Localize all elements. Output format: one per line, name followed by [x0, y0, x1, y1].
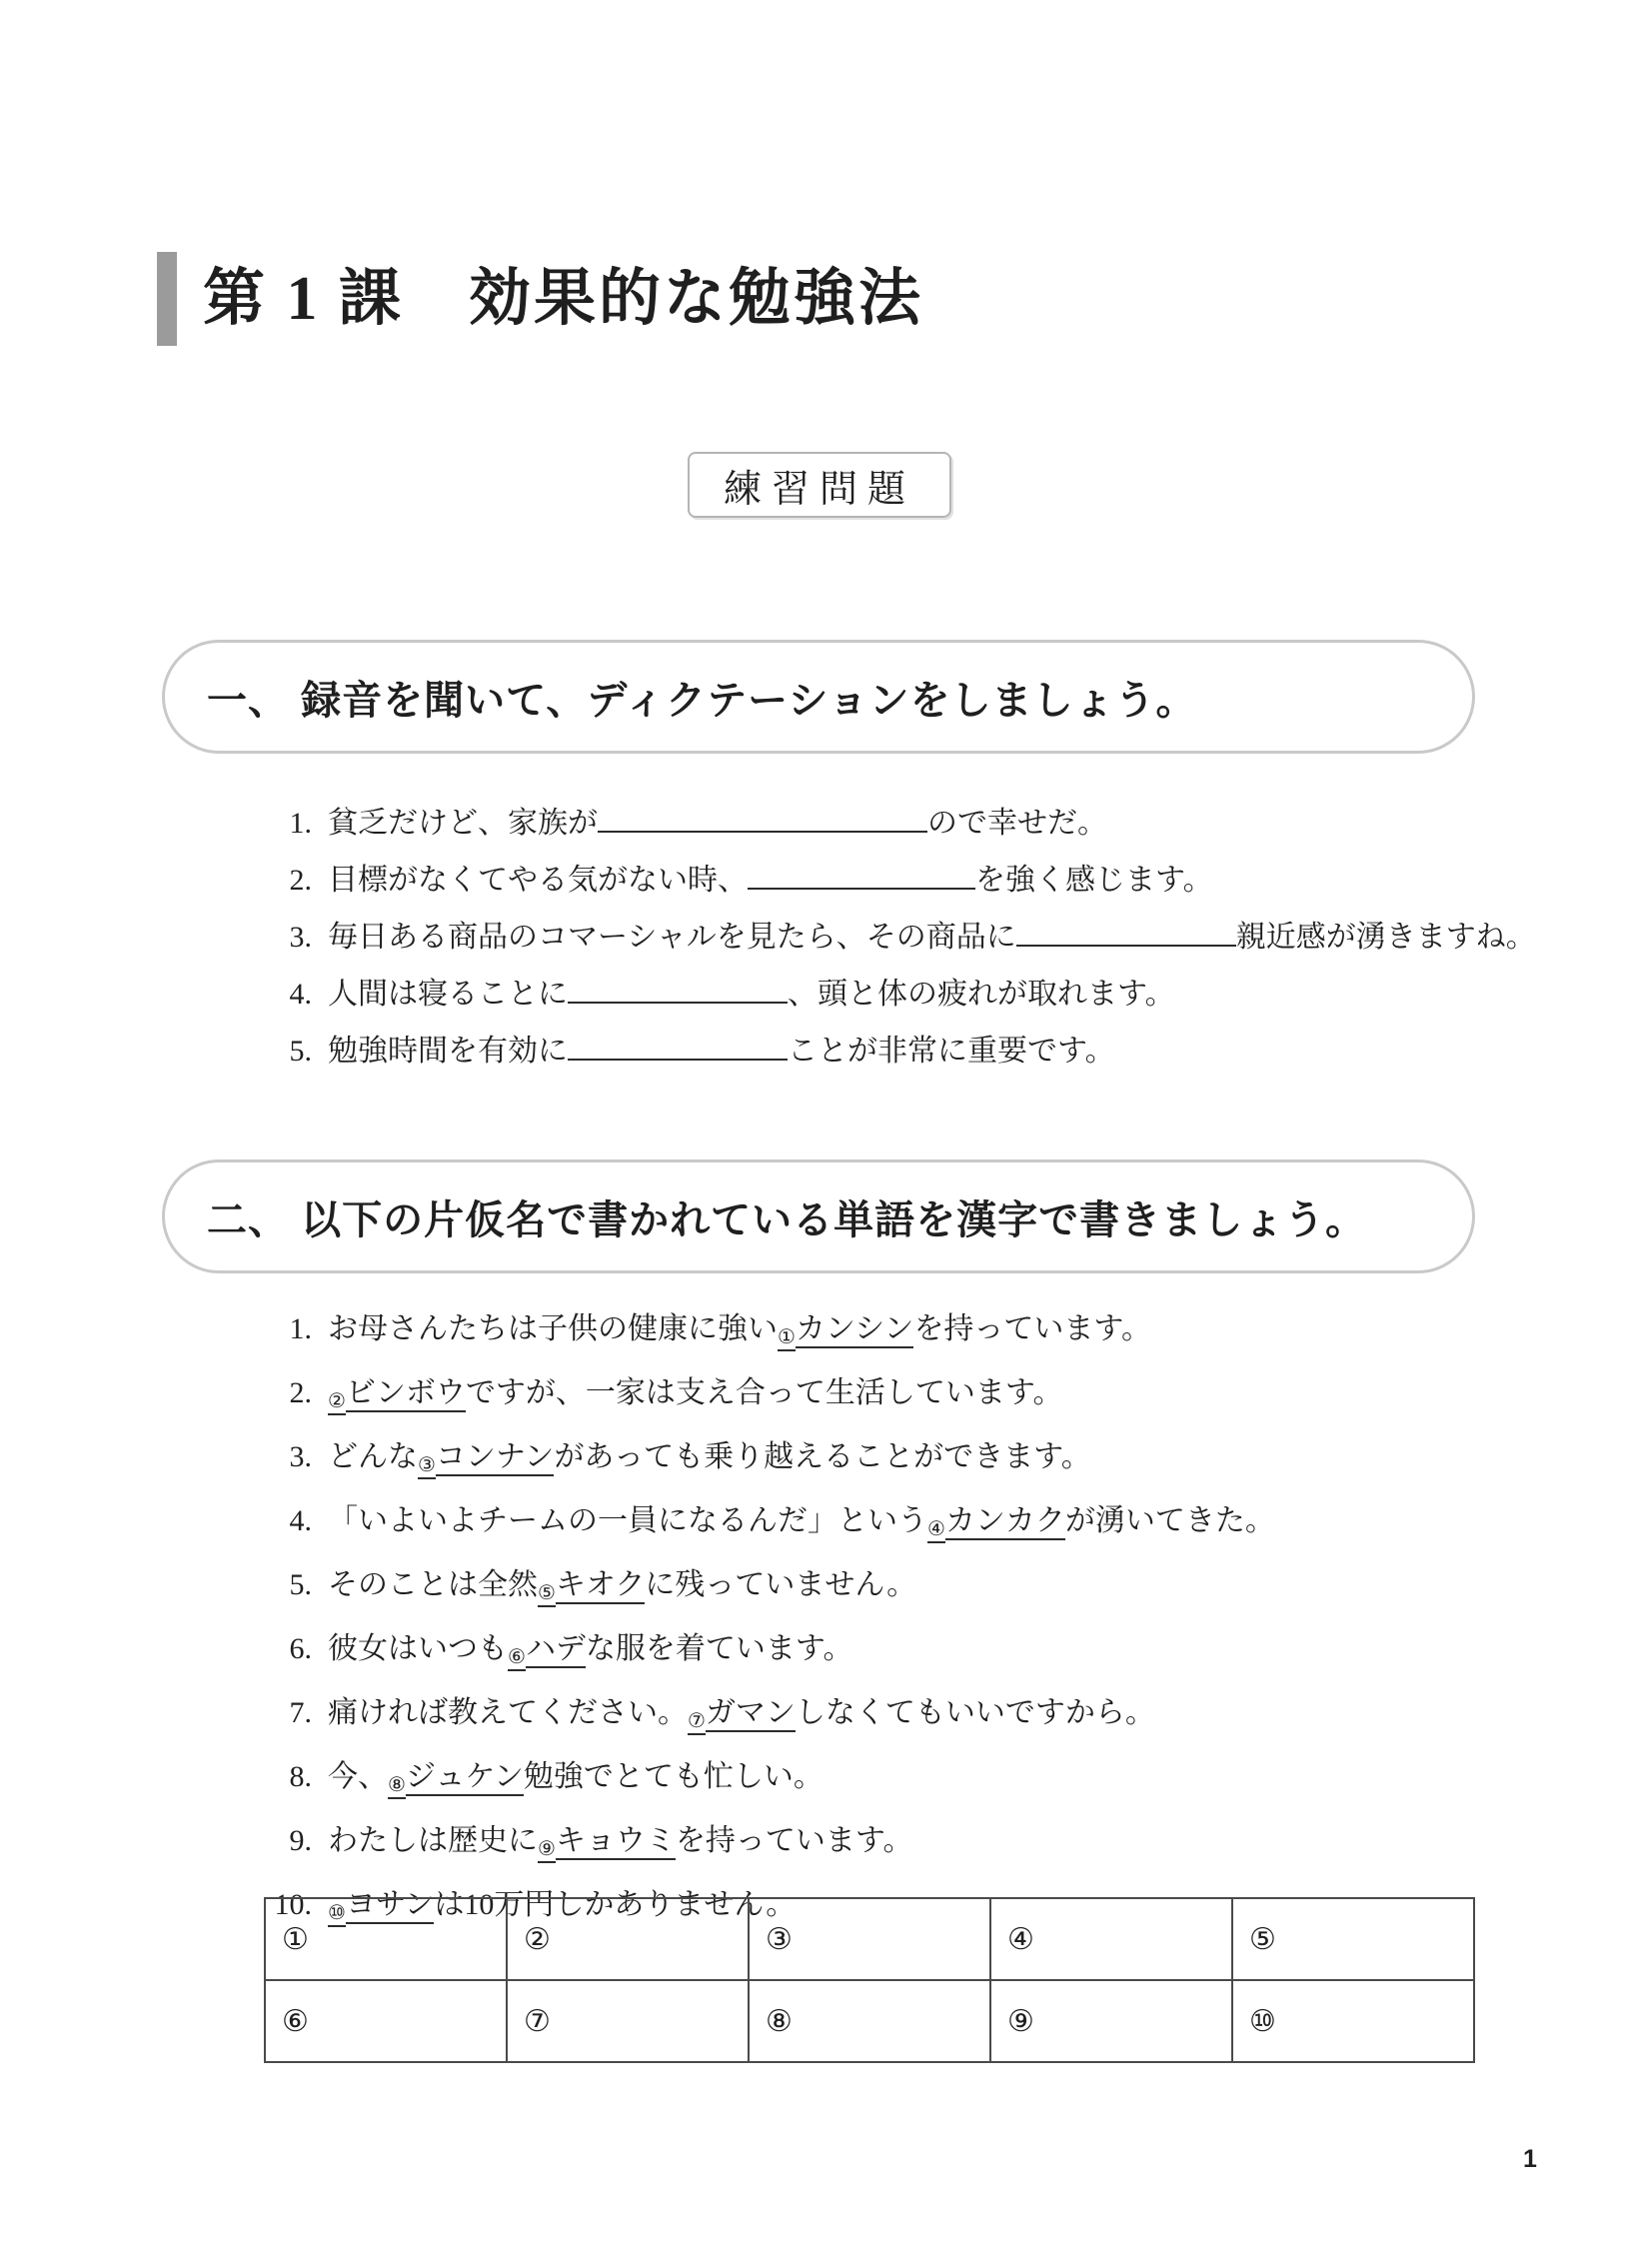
item-number: 2. [289, 864, 312, 897]
cell-circled-number: ③ [766, 1922, 793, 1956]
page-number: 1 [1523, 2145, 1537, 2173]
answer-cell [990, 1898, 1232, 1980]
katakana-word: キオク [556, 1568, 645, 1604]
circled-number: ⑥ [508, 1646, 526, 1671]
item-number: 10. [274, 1888, 312, 1921]
sentence-text: に残っていません。 [645, 1568, 917, 1601]
sentence-text: を持っています。 [913, 1312, 1152, 1345]
sentence-text: 、頭と体の疲れが取れます。 [788, 978, 1175, 1011]
sentence-text: 彼女はいつも [328, 1632, 508, 1665]
sentence-text: ことが非常に重要です。 [788, 1035, 1115, 1068]
sentence-text: は10万円しかありません。 [434, 1888, 797, 1921]
circled-number: ⑤ [538, 1582, 556, 1607]
circled-number: ② [328, 1390, 346, 1415]
cell-circled-number: ⑤ [1249, 1922, 1276, 1956]
sentence-text: 勉強でとても忙しい。 [523, 1760, 824, 1793]
item-number: 8. [289, 1760, 312, 1793]
section2-header: 二、 以下の片仮名で書かれている単語を漢字で書きましょう。 [162, 1159, 1475, 1273]
item-number: 9. [289, 1824, 312, 1857]
item-number: 5. [289, 1568, 312, 1601]
sentence-text: 目標がなくてやる気がない時、 [328, 864, 748, 897]
answer-cell [749, 1898, 990, 1980]
item-number: 3. [289, 921, 312, 954]
sentence-text: 毎日ある商品のコマーシャルを見たら、その商品に [328, 921, 1016, 954]
dictation-list [250, 795, 1579, 1080]
circled-number: ⑩ [328, 1902, 346, 1927]
sentence-text: を強く感じます。 [975, 864, 1213, 897]
answer-cell [1232, 1980, 1474, 2062]
answer-blank [1016, 915, 1236, 947]
katakana-word: カンカク [945, 1504, 1065, 1540]
item-number: 4. [289, 1504, 312, 1537]
katakana-word: ハデ [526, 1632, 586, 1668]
item-number: 3. [289, 1440, 312, 1473]
kanji-item [250, 1749, 1599, 1813]
answer-blank [568, 972, 788, 1004]
cell-circled-number: ① [282, 1922, 309, 1956]
katakana-word: ジュケン [406, 1760, 524, 1796]
answer-cell [507, 1980, 749, 2062]
sentence-text: お母さんたちは子供の健康に強い [328, 1312, 778, 1345]
page-title: 第 1 課 効果的な勉強法 [203, 265, 924, 333]
dictation-item [250, 1023, 1579, 1080]
answer-cell [749, 1980, 990, 2062]
dictation-item [250, 909, 1579, 966]
answer-cell [265, 1980, 507, 2062]
sentence-text: どんな [328, 1440, 418, 1473]
item-number: 6. [289, 1632, 312, 1665]
cell-circled-number: ② [524, 1922, 551, 1956]
kanji-item [250, 1813, 1599, 1877]
dictation-item [250, 795, 1579, 852]
circled-number: ③ [418, 1454, 436, 1479]
kanji-list [250, 1301, 1599, 1941]
sentence-text: があっても乗り越えることができます。 [554, 1440, 1091, 1473]
answer-blank [748, 858, 975, 890]
section1-header: 一、 録音を聞いて、ディクテーションをしましょう。 [162, 640, 1475, 754]
sentence-text: ですが、一家は支え合って生活しています。 [465, 1376, 1063, 1409]
katakana-word: キョウミ [556, 1824, 676, 1860]
kanji-item [250, 1429, 1599, 1493]
katakana-word: ガマン [706, 1696, 796, 1732]
answer-cell [990, 1980, 1232, 2062]
answer-cell [265, 1898, 507, 1980]
answer-table-row [265, 1898, 1474, 1980]
sentence-text: 痛ければ教えてください。 [328, 1696, 688, 1729]
sentence-text: 人間は寝ることに [328, 978, 568, 1011]
kanji-item [250, 1365, 1599, 1429]
practice-problems-badge: 練習問題 [688, 452, 951, 518]
title-accent-bar [157, 252, 177, 346]
circled-number: ⑧ [388, 1774, 406, 1799]
cell-circled-number: ⑥ [282, 2004, 309, 2038]
sentence-text: そのことは全然 [328, 1568, 538, 1601]
cell-circled-number: ⑧ [766, 2004, 793, 2038]
kanji-item [250, 1557, 1599, 1621]
katakana-word: ヨサン [346, 1888, 435, 1924]
sentence-text: 勉強時間を有効に [328, 1035, 568, 1068]
circled-number: ① [778, 1326, 796, 1351]
item-number: 7. [289, 1696, 312, 1729]
sentence-text: が湧いてきた。 [1064, 1504, 1275, 1537]
item-number: 2. [289, 1376, 312, 1409]
sentence-text: 親近感が湧きますね。 [1235, 921, 1536, 954]
circled-number: ⑨ [538, 1838, 556, 1863]
answer-cell [507, 1898, 749, 1980]
item-number: 1. [289, 1312, 312, 1345]
cell-circled-number: ⑦ [524, 2004, 551, 2038]
lesson-title-block [157, 252, 923, 346]
item-number: 4. [289, 978, 312, 1011]
sentence-text: を持っています。 [675, 1824, 913, 1857]
circled-number: ④ [927, 1518, 945, 1543]
sentence-text: 貧乏だけど、家族が [328, 807, 598, 840]
dictation-item [250, 966, 1579, 1023]
sentence-text: わたしは歴史に [328, 1824, 538, 1857]
cell-circled-number: ⑨ [1007, 2004, 1034, 2038]
dictation-item [250, 852, 1579, 909]
katakana-word: カンシン [796, 1312, 914, 1348]
katakana-word: ビンボウ [346, 1376, 466, 1412]
kanji-item [250, 1621, 1599, 1685]
cell-circled-number: ④ [1007, 1922, 1034, 1956]
sentence-text: な服を着ています。 [585, 1632, 853, 1665]
item-number: 5. [289, 1035, 312, 1068]
cell-circled-number: ⑩ [1249, 2004, 1276, 2038]
sentence-text: しなくてもいいですから。 [795, 1696, 1155, 1729]
sentence-text: ので幸せだ。 [927, 807, 1107, 840]
kanji-item [250, 1685, 1599, 1749]
circled-number: ⑦ [688, 1710, 706, 1735]
kanji-item [250, 1301, 1599, 1365]
sentence-text: 今、 [328, 1760, 388, 1793]
answer-table [264, 1897, 1475, 2063]
answer-blank [598, 801, 927, 833]
katakana-word: コンナン [436, 1440, 555, 1476]
kanji-item [250, 1493, 1599, 1557]
answer-cell [1232, 1898, 1474, 1980]
answer-table-body [265, 1898, 1474, 2062]
answer-table-row [265, 1980, 1474, 2062]
sentence-text: 「いよいよチームの一員になるんだ」という [328, 1504, 927, 1537]
answer-blank [568, 1029, 788, 1061]
item-number: 1. [289, 807, 312, 840]
